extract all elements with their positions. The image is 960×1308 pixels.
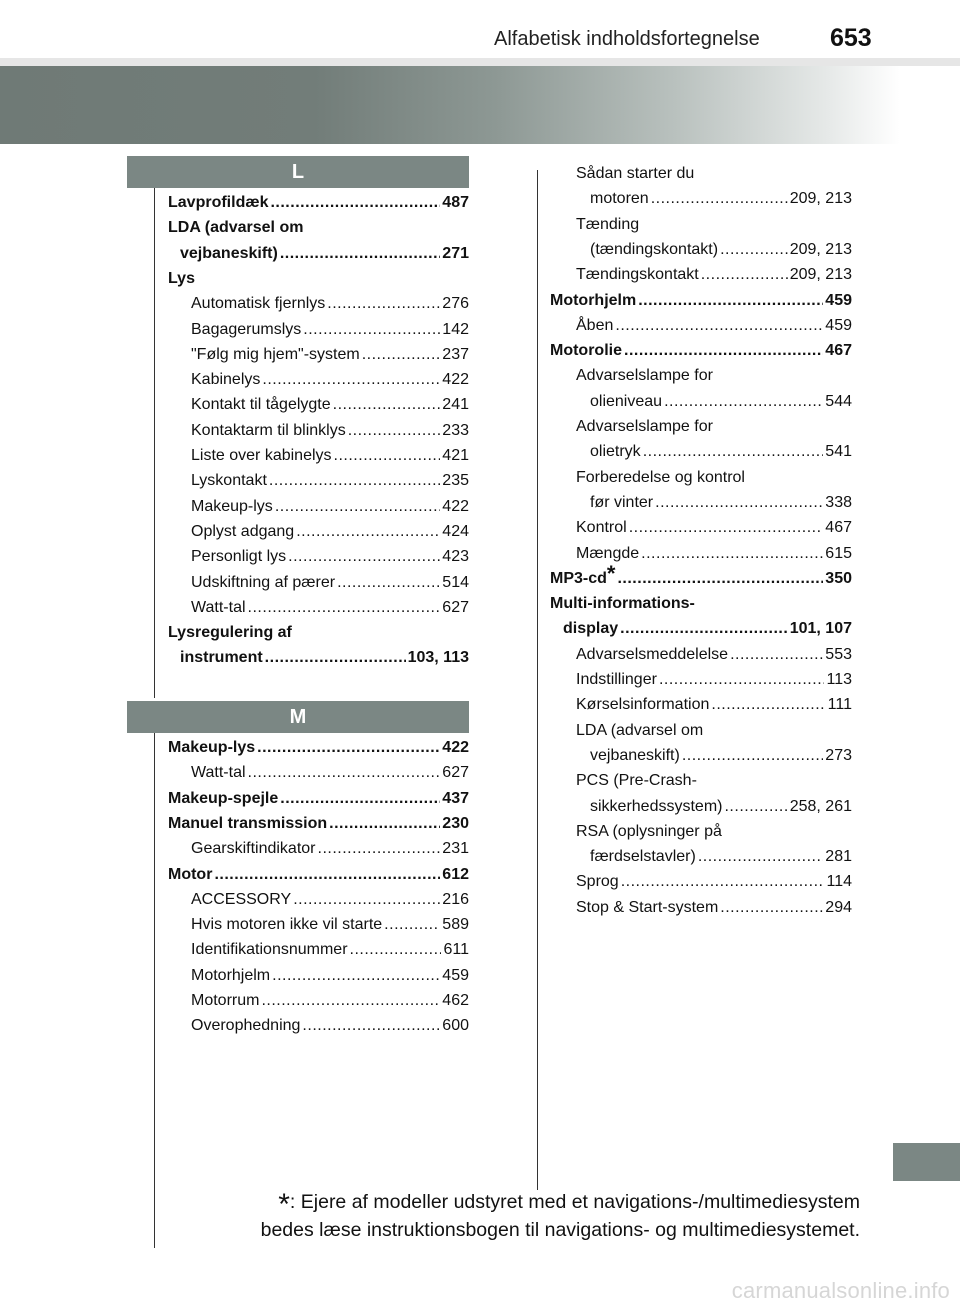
index-entry bbox=[563, 616, 852, 641]
index-entry-term: olietryk bbox=[590, 443, 641, 461]
index-entry-term: Kontaktarm til blinklys bbox=[191, 421, 346, 439]
dot-leader bbox=[265, 645, 406, 670]
index-entry bbox=[550, 338, 852, 363]
dot-leader bbox=[362, 342, 441, 367]
dot-leader bbox=[257, 735, 440, 760]
index-entry bbox=[590, 237, 852, 262]
index-entry bbox=[576, 515, 852, 540]
index-entry bbox=[550, 591, 852, 616]
dot-leader bbox=[655, 490, 823, 515]
dot-leader bbox=[638, 288, 823, 313]
index-entry bbox=[168, 190, 469, 215]
dot-leader bbox=[333, 392, 441, 417]
index-entry-term: Gearskiftindikator bbox=[191, 840, 316, 858]
index-entry-term: Advarselsmeddelelse bbox=[576, 645, 729, 663]
dot-leader bbox=[615, 313, 823, 338]
index-entry-page: 627 bbox=[442, 764, 469, 782]
index-entry-term: Advarselslampe for bbox=[576, 367, 713, 385]
index-entry bbox=[576, 869, 852, 894]
index-entry-term: Kontrol bbox=[576, 519, 627, 537]
index-entry-page: 615 bbox=[825, 544, 852, 562]
index-entry bbox=[550, 288, 852, 313]
index-entry-page: 241 bbox=[442, 396, 469, 414]
dot-leader bbox=[248, 595, 441, 620]
index-entry bbox=[180, 645, 469, 670]
index-entry bbox=[576, 363, 852, 388]
index-entry-page: 114 bbox=[826, 873, 852, 891]
dot-leader bbox=[334, 443, 441, 468]
index-entry-page: 544 bbox=[825, 392, 852, 410]
dot-leader bbox=[296, 519, 440, 544]
dot-leader bbox=[337, 570, 440, 595]
index-entry bbox=[576, 642, 852, 667]
index-entry-page: 459 bbox=[825, 291, 852, 309]
left-column-rule-l bbox=[154, 188, 155, 698]
index-entry bbox=[191, 544, 469, 569]
dot-leader bbox=[643, 439, 824, 464]
dot-leader bbox=[303, 317, 440, 342]
index-entry-term: sikkerhedssystem) bbox=[590, 797, 723, 815]
index-entry-term: Manuel transmission bbox=[168, 814, 328, 832]
index-entry-page: 338 bbox=[825, 493, 852, 511]
footnote-line-1: : Ejere af modeller udstyret med et navigations-/multimediesystem bbox=[289, 1191, 860, 1213]
dot-leader bbox=[318, 836, 441, 861]
index-entry-page: 276 bbox=[442, 295, 469, 313]
index-entry-page: 294 bbox=[825, 898, 852, 916]
index-entry-page: 113 bbox=[826, 671, 852, 688]
index-entry bbox=[191, 367, 469, 392]
index-entry bbox=[191, 494, 469, 519]
index-entry-term: Identifikationsnummer bbox=[191, 941, 348, 959]
index-entry bbox=[191, 570, 469, 595]
dot-leader bbox=[730, 642, 823, 667]
index-entry-page: 230 bbox=[442, 814, 469, 832]
index-entry-term: Makeup-lys bbox=[191, 497, 273, 515]
dot-leader bbox=[724, 794, 787, 819]
dot-leader bbox=[262, 367, 440, 392]
dot-leader bbox=[664, 389, 823, 414]
dot-leader bbox=[720, 237, 788, 262]
index-entry-page: 258, 261 bbox=[789, 797, 852, 815]
index-entry bbox=[590, 844, 852, 869]
index-entry bbox=[576, 212, 852, 237]
index-entry-page: 235 bbox=[442, 472, 469, 490]
dot-leader bbox=[617, 566, 823, 591]
index-entry-term: (tændingskontakt) bbox=[590, 240, 719, 258]
index-entry-term: Makeup-lys bbox=[168, 739, 256, 756]
index-entry-term: Watt-tal bbox=[191, 764, 246, 782]
footnote-line-2: bedes læse instruktionsbogen til navigations- og multimediesystemet. bbox=[260, 1219, 860, 1241]
index-entry-page: 271 bbox=[442, 244, 469, 262]
dot-leader bbox=[659, 667, 825, 692]
index-entry-page: 209, 213 bbox=[789, 190, 852, 208]
index-entry bbox=[191, 392, 469, 417]
dot-leader bbox=[624, 338, 823, 363]
index-entry-term: Kørselsinformation bbox=[576, 696, 710, 714]
index-entry-page: 514 bbox=[442, 573, 469, 591]
dot-leader bbox=[682, 743, 823, 768]
dot-leader bbox=[302, 1013, 440, 1038]
index-entry-term: LDA (advarsel om bbox=[576, 721, 704, 739]
index-entry-term: ACCESSORY bbox=[191, 890, 292, 908]
index-entry bbox=[168, 735, 469, 760]
footnote-asterisk: * bbox=[278, 1188, 290, 1221]
index-entry-term: Automatisk fjernlys bbox=[191, 295, 326, 313]
index-entry-page: 216 bbox=[442, 890, 469, 908]
index-entry-term: instrument bbox=[180, 649, 263, 667]
index-entry-term: LDA (advarsel om bbox=[168, 219, 304, 237]
dot-leader bbox=[641, 541, 823, 566]
index-entry-page: 231 bbox=[442, 840, 469, 858]
index-entry-page: 281 bbox=[825, 848, 852, 866]
index-entry bbox=[191, 887, 469, 912]
index-entry-term: Watt-tal bbox=[191, 598, 246, 616]
dot-leader bbox=[629, 515, 824, 540]
index-entry-page: 101, 107 bbox=[789, 620, 852, 638]
index-entry bbox=[191, 468, 469, 493]
index-entry bbox=[191, 912, 469, 937]
watermark-text: carmanualsonline.info bbox=[731, 1278, 950, 1303]
index-entry-page: 209, 213 bbox=[789, 240, 852, 258]
index-entry-term: "Følg mig hjem"-system bbox=[191, 345, 360, 363]
index-entry bbox=[576, 161, 852, 186]
index-entry-page: 103, 113 bbox=[407, 649, 469, 667]
dot-leader bbox=[272, 963, 440, 988]
index-entry-term: vejbaneskift) bbox=[590, 746, 680, 764]
index-entry-term: PCS (Pre-Crash- bbox=[576, 772, 697, 790]
index-entry bbox=[576, 313, 852, 338]
index-entry-term: før vinter bbox=[590, 493, 654, 511]
index-entry-page: 422 bbox=[442, 739, 469, 756]
index-entry-page: 233 bbox=[442, 421, 469, 439]
left-column-rule-m bbox=[154, 733, 155, 1248]
index-entry-page: 627 bbox=[442, 598, 469, 616]
chapter-side-tab bbox=[893, 1143, 960, 1181]
index-entry bbox=[191, 760, 469, 785]
index-entry-term: Lyskontakt bbox=[191, 472, 267, 490]
index-entry-page: 459 bbox=[825, 316, 852, 334]
index-entry-page: 142 bbox=[442, 320, 469, 338]
dot-leader bbox=[280, 786, 440, 811]
index-entry-page: 553 bbox=[825, 645, 852, 663]
index-entry-term: Oplyst adgang bbox=[191, 522, 295, 540]
index-entry-term: Stop & Start-system bbox=[576, 898, 719, 916]
index-entry-page: 111 bbox=[827, 696, 852, 714]
index-entry-term: Motorrum bbox=[191, 992, 260, 1009]
index-entry-term: færdselstavler) bbox=[590, 848, 696, 866]
index-entry bbox=[168, 862, 469, 887]
index-entry-page: 437 bbox=[442, 789, 469, 807]
index-entry-page: 600 bbox=[442, 1017, 469, 1035]
index-entry-page: 424 bbox=[442, 522, 469, 540]
index-entry bbox=[576, 692, 852, 717]
index-entry-term: Makeup-spejle bbox=[168, 789, 279, 807]
index-entry-page: 423 bbox=[442, 548, 469, 566]
index-entry bbox=[590, 186, 852, 211]
dot-leader bbox=[621, 869, 825, 894]
footnote bbox=[180, 1188, 860, 1244]
index-entry-page: 487 bbox=[442, 194, 469, 211]
index-entry bbox=[590, 389, 852, 414]
index-entry-term: Tændingskontakt bbox=[576, 266, 699, 284]
dot-leader bbox=[651, 186, 788, 211]
index-entry-term: Åben bbox=[576, 316, 614, 334]
dot-leader bbox=[269, 468, 440, 493]
index-entry-page: 462 bbox=[442, 992, 469, 1009]
page-number: 653 bbox=[830, 24, 872, 52]
index-entry bbox=[191, 443, 469, 468]
index-entry bbox=[576, 465, 852, 490]
dot-leader bbox=[329, 811, 440, 836]
dot-leader bbox=[720, 895, 823, 920]
index-entry bbox=[191, 418, 469, 443]
index-entry bbox=[191, 937, 469, 962]
index-entry-page: 237 bbox=[442, 345, 469, 363]
index-entry bbox=[576, 718, 852, 743]
dot-leader bbox=[248, 760, 441, 785]
dot-leader bbox=[293, 887, 440, 912]
index-entry bbox=[191, 595, 469, 620]
index-entry-term: Liste over kabinelys bbox=[191, 447, 332, 464]
index-entry-page: 612 bbox=[442, 865, 469, 883]
index-entry-term: Tænding bbox=[576, 215, 640, 233]
index-entry bbox=[576, 262, 852, 287]
index-entry bbox=[191, 519, 469, 544]
index-entry bbox=[191, 988, 469, 1013]
dot-leader bbox=[270, 190, 440, 215]
index-entry-term: Kontakt til tågelygte bbox=[191, 396, 331, 414]
index-entry-term: Motorolie bbox=[550, 342, 622, 360]
index-entry-term: Forberedelse og kontrol bbox=[576, 468, 745, 486]
dot-leader bbox=[261, 988, 440, 1013]
index-entry bbox=[168, 786, 469, 811]
index-entry-term: motoren bbox=[590, 190, 649, 208]
index-entry-term: Udskiftning af pærer bbox=[191, 573, 336, 591]
index-entry-term: MP3-cd bbox=[550, 569, 607, 587]
index-entry-term: Multi-informations- bbox=[550, 595, 695, 613]
index-entry bbox=[576, 895, 852, 920]
index-entry-term: Hvis motoren ikke vil starte bbox=[191, 916, 383, 934]
index-entry-term: Lavprofildæk bbox=[168, 194, 269, 211]
index-entry-term: vejbaneskift) bbox=[180, 244, 278, 262]
header-rule bbox=[0, 58, 960, 66]
index-entry bbox=[590, 743, 852, 768]
index-entry-page: 350 bbox=[825, 569, 852, 587]
index-entry bbox=[590, 490, 852, 515]
index-entry bbox=[180, 241, 469, 266]
index-entry-term: Personligt lys bbox=[191, 548, 287, 566]
index-entry bbox=[576, 819, 852, 844]
index-entry-page: 541 bbox=[825, 443, 852, 461]
index-entry bbox=[191, 342, 469, 367]
index-entry-page: 209, 213 bbox=[789, 266, 852, 284]
index-entry bbox=[191, 1013, 469, 1038]
index-entry-page: 467 bbox=[825, 342, 852, 360]
middle-column-rule bbox=[537, 170, 538, 1190]
section-heading-l: L bbox=[127, 156, 469, 188]
index-entry bbox=[191, 836, 469, 861]
index-entry bbox=[168, 620, 469, 645]
index-entry-term: Sådan starter du bbox=[576, 165, 695, 182]
index-entry-page: 422 bbox=[442, 371, 469, 389]
index-entry-term: olieniveau bbox=[590, 392, 663, 410]
index-entry-term: Overophedning bbox=[191, 1017, 301, 1035]
dot-leader bbox=[348, 418, 441, 443]
index-entry-term: display bbox=[563, 620, 619, 638]
dot-leader bbox=[350, 937, 442, 962]
dot-leader bbox=[327, 291, 440, 316]
index-entry bbox=[168, 266, 469, 291]
dot-leader bbox=[288, 544, 440, 569]
index-entry-term: Lys bbox=[168, 269, 195, 287]
header-title: Alfabetisk indholdsfortegnelse bbox=[494, 28, 760, 50]
index-entry bbox=[576, 541, 852, 566]
index-entry-term: Motorhjelm bbox=[191, 966, 271, 984]
index-entry bbox=[168, 811, 469, 836]
index-entry bbox=[576, 667, 852, 692]
index-entry-term: Bagagerumslys bbox=[191, 320, 302, 338]
index-entry-page: 467 bbox=[825, 519, 852, 537]
dot-leader bbox=[214, 862, 440, 887]
index-entry bbox=[191, 963, 469, 988]
dot-leader bbox=[280, 241, 440, 266]
index-entry bbox=[191, 291, 469, 316]
header-banner bbox=[0, 66, 900, 144]
index-entry bbox=[590, 794, 852, 819]
index-entry-page: 422 bbox=[442, 497, 469, 515]
dot-leader bbox=[275, 494, 440, 519]
index-entry-page: 273 bbox=[825, 746, 852, 764]
index-entry-page: 611 bbox=[443, 941, 469, 959]
dot-leader bbox=[384, 912, 440, 937]
index-entry-term: Kabinelys bbox=[191, 371, 261, 389]
index-entry-term: Motor bbox=[168, 865, 213, 883]
index-entry bbox=[168, 215, 469, 240]
dot-leader bbox=[620, 616, 788, 641]
index-entry-term: Motorhjelm bbox=[550, 291, 637, 309]
index-entry-term: Advarselslampe for bbox=[576, 418, 713, 435]
index-entry bbox=[590, 439, 852, 464]
index-entry bbox=[576, 414, 852, 439]
index-entry: MP3-cd * ..... 350 bbox=[550, 566, 852, 591]
index-entry-page: 589 bbox=[442, 916, 469, 934]
dot-leader bbox=[698, 844, 823, 869]
index-entry-term: RSA (oplysninger på bbox=[576, 822, 722, 840]
dot-leader bbox=[701, 262, 788, 287]
index-entry bbox=[191, 317, 469, 342]
index-entry-term: Lysregulering af bbox=[168, 624, 292, 642]
index-entry bbox=[576, 768, 852, 793]
index-entry-page: 459 bbox=[442, 966, 469, 984]
index-entry-term: Indstillinger bbox=[576, 671, 657, 688]
index-entry-page: 421 bbox=[442, 447, 469, 464]
index-entry-term: Sprog bbox=[576, 873, 619, 891]
section-heading-m: M bbox=[127, 701, 469, 733]
index-entry-term: Mængde bbox=[576, 544, 640, 562]
dot-leader bbox=[711, 692, 825, 717]
